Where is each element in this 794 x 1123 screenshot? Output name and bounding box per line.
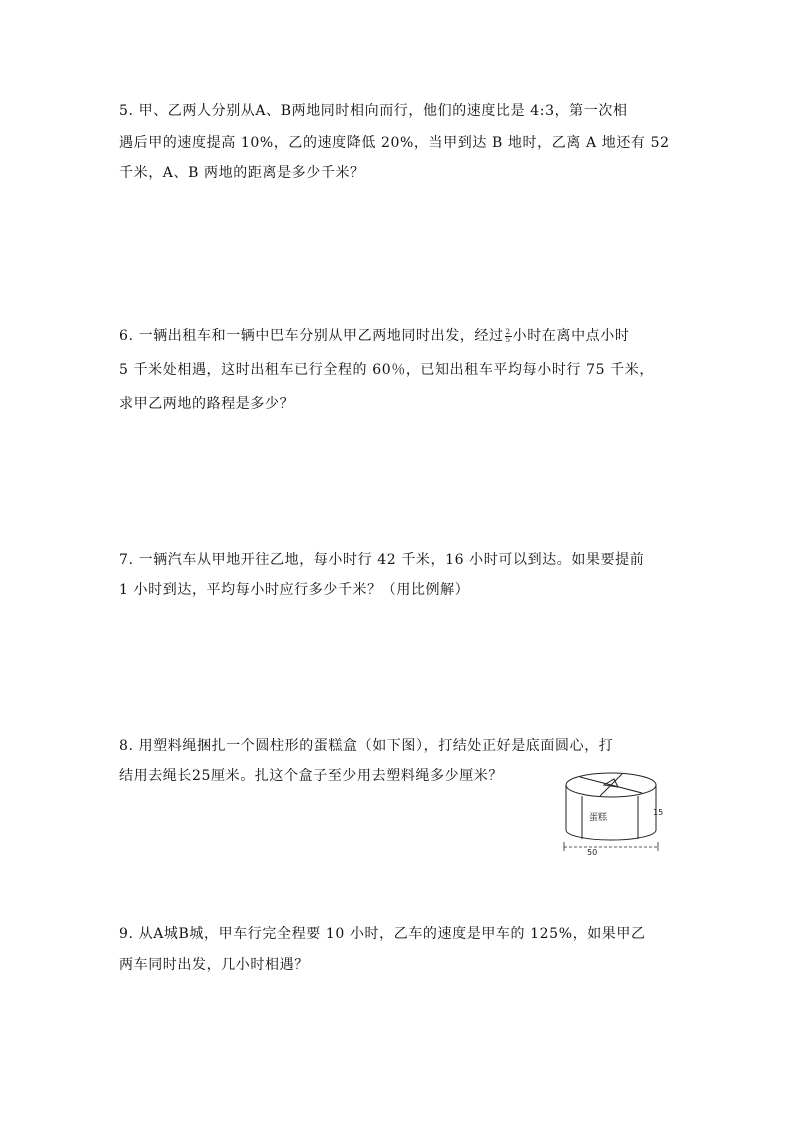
problem-5-line-2: 遇后甲的速度提高 10%，乙的速度降低 20%，当甲到达 B 地时，乙离 A 地还有 52	[119, 135, 670, 151]
problem-9-line-1: 9. 从A城B城，甲车行完全程要 10 小时，乙车的速度是甲车的 125%，如果甲乙	[119, 926, 646, 942]
problem-5-line-1: 5. 甲、乙两人分别从A、B两地同时相向而行，他们的速度比是 4:3，第一次相	[119, 103, 628, 119]
cylinder-bottom-arc	[566, 830, 656, 840]
height-label: 15	[653, 808, 664, 817]
problem-5-line-3: 千米，A、B 两地的距离是多少千米？	[119, 165, 365, 181]
problem-6-line-1	[119, 327, 629, 345]
problem-9-line-2: 两车同时出发，几小时相遇？	[119, 957, 309, 973]
problem-7-line-1: 7. 一辆汽车从甲地开往乙地，每小时行 42 千米，16 小时可以到达。如果要提前	[119, 552, 645, 568]
fraction-denominator: 5	[505, 335, 511, 344]
problem-7-line-2: 1 小时到达，平均每小时应行多少千米？（用比例解）	[119, 582, 470, 598]
problem-6-line-2: 5 千米处相遇，这时出租车已行全程的 60％，已知出租车平均每小时行 75 千米，	[119, 362, 654, 378]
cake-label: 蛋糕	[589, 813, 608, 823]
fraction-two-fifths	[505, 329, 512, 344]
problem-6-line-1-before: 6. 一辆出租车和一辆中巴车分别从甲乙两地同时出发，经过	[119, 328, 504, 344]
width-label: 50	[587, 848, 598, 857]
cake-box-figure	[560, 765, 666, 857]
fraction-numerator: 2	[505, 327, 511, 336]
problem-6-line-3: 求甲乙两地的路程是多少？	[119, 396, 295, 412]
problem-8-line-1: 8. 用塑料绳捆扎一个圆柱形的蛋糕盒（如下图），打结处正好是底面圆心，打	[119, 738, 614, 754]
problem-6-line-1-after: 小时在离中点小时	[512, 328, 630, 344]
problem-8-line-2: 结用去绳长25厘米。扎这个盒子至少用去塑料绳多少厘米？	[119, 768, 504, 784]
